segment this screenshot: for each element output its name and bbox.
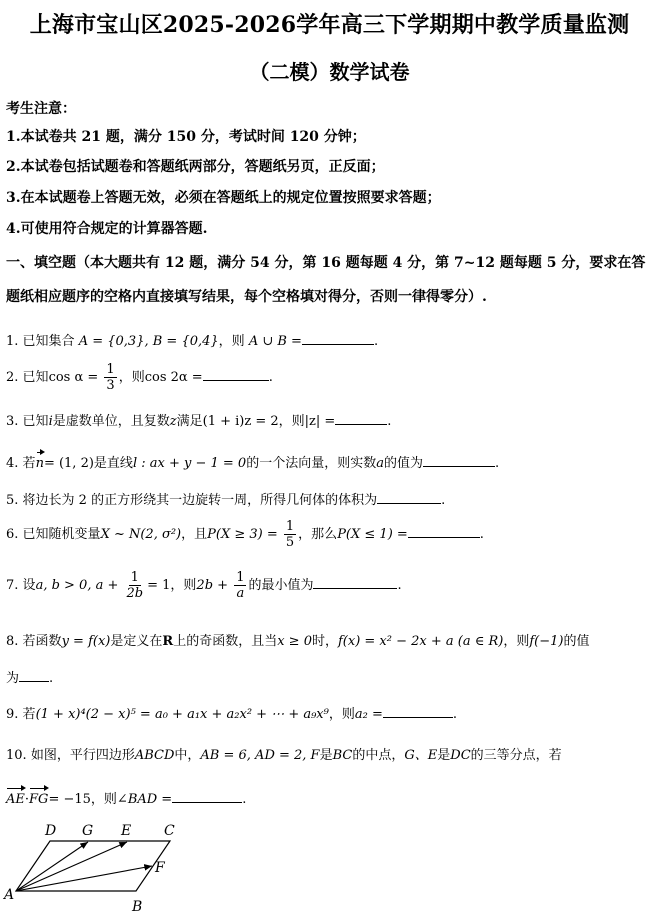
q10-text-a: 如图，平行四边形 [30,748,135,763]
q3-math-eq: (1 + i)z = 2 [202,414,279,429]
q10-text-c: 是 [319,748,333,763]
q4-math-a: a [376,456,384,471]
q10-vector-ae: AE [6,792,25,807]
q3-math-z: z [169,414,177,429]
label-c: C [164,823,175,839]
q6-text-c: ，那么 [298,527,338,542]
q6-fraction [284,519,296,550]
q10-math-d: G、E [404,748,438,763]
q1-text-b: ，则 [218,334,245,349]
q8-text-e: ，则 [503,634,530,649]
q7-text-a: 设 [22,578,36,593]
q8-end: . [49,671,54,686]
label-f: F [155,860,165,876]
q6-math-x: X ~ N(2, σ²) [100,527,182,542]
answer-blank [19,671,49,682]
q8-num: 8. [6,634,19,649]
answer-blank [313,578,397,589]
q8-math-b: x ≥ 0 [277,634,312,649]
q10-num: 10. [6,748,27,763]
q10-math-a: ABCD [134,748,175,763]
q4-text-d: 的值为 [383,456,423,471]
q8-math-d: f(−1) [529,634,564,649]
q7-math-c: 2b + [196,578,229,593]
q7-math-a: a, b > 0, a + [35,578,119,593]
q2-text-b: ，则 [118,370,145,385]
frac-den: 2b [126,586,144,601]
q4-math-eq: = (1, 2) [43,456,94,471]
answer-blank [203,370,269,381]
answer-blank [335,414,387,425]
q7-num: 7. [6,578,19,593]
answer-blank [377,493,441,504]
q5-num: 5. [6,493,19,508]
q5-end: . [441,493,446,508]
q4-end: . [494,456,500,471]
q2-text-a: 已知 [22,370,49,385]
q8-math-c: f(x) = x² − 2x + a (a ∈ R) [337,634,504,649]
label-a: A [4,887,15,903]
q7-fraction-2 [234,570,246,601]
q10-math-b: AB = 6, AD = 2, F [200,748,320,763]
vector-ag [16,842,88,891]
q10-end: . [242,792,247,807]
q3-math-abs: |z| = [304,414,336,429]
q10-text-f: 的三等分点，若 [470,748,562,763]
q6-text-b: ，且 [181,527,208,542]
label-b: B [132,899,143,915]
parallelogram-outline [16,841,170,891]
exam-title-line1: 上海市宝山区2025-2026学年高三下学期期中教学质量监测 [29,12,630,38]
question-4 [6,452,499,471]
q6-num: 6. [6,527,19,542]
q9-num: 9. [6,707,19,722]
q3-end: . [387,414,392,429]
q4-math-l: l : ax + y − 1 = 0 [132,456,247,471]
q7-text-b: ，则 [170,578,197,593]
q8-text-f: 的值 [563,634,590,649]
q6-math-p: P(X ≥ 3) = [207,527,278,542]
answer-blank [172,792,242,803]
question-2 [6,362,273,393]
note-item: 1.本试卷共 21 题，满分 150 分，考试时间 120 分钟； [6,129,366,145]
q10-text-b: 中， [174,748,201,763]
q10-text-g: ，则 [90,792,117,807]
q8-text-a: 若函数 [22,634,62,649]
q2-fraction [104,362,116,393]
q8-cont: 为 [6,671,20,686]
question-1 [6,330,378,349]
q4-text-b: 是直线 [93,456,133,471]
q7-math-b: = 1 [147,578,171,593]
question-3 [6,410,391,429]
q9-math-b: a₂ = [354,707,383,722]
q2-num: 2. [6,370,19,385]
q1-text-a: 已知集合 [22,334,75,349]
q10-text-e: 是 [437,748,451,763]
question-6 [6,519,484,550]
q8-math-a: y = f(x) [61,634,111,649]
question-5 [6,489,445,508]
q8-math-R: R [162,634,174,649]
question-7 [6,570,402,601]
q3-num: 3. [6,414,19,429]
q3-text-d: ，则 [278,414,305,429]
label-g: G [82,823,94,839]
q10-vector-fg: FG [29,792,49,807]
answer-blank [302,334,374,345]
question-10-continued [6,788,246,807]
q1-end: . [373,334,379,349]
q10-text-d: 的中点， [352,748,405,763]
q9-text-b: ，则 [328,707,355,722]
notes-heading: 考生注意： [6,101,76,117]
question-8-continued [6,667,53,686]
q4-text-a: 若 [22,456,36,471]
frac-num: 1 [106,362,115,377]
q6-math-q: P(X ≤ 1) = [337,527,408,542]
q10-math-e: DC [450,748,471,763]
note-item: 2.本试卷包括试题卷和答题纸两部分，答题纸另页，正反面； [6,159,385,175]
frac-den: 5 [285,535,295,550]
q8-text-b: 是定义在 [110,634,163,649]
label-d: D [45,823,57,839]
question-10 [6,744,562,763]
q9-end: . [452,707,457,722]
frac-den: 3 [106,378,115,393]
q7-text-c: 的最小值为 [248,578,314,593]
q3-text-b: 是虚数单位，且复数 [52,414,170,429]
q7-fraction-1 [125,570,146,601]
q4-num: 4. [6,456,19,471]
q3-text-c: 满足 [176,414,203,429]
note-item: 4.可使用符合规定的计算器答题. [6,221,208,237]
answer-blank [423,456,495,467]
q2-math-a: cos α = [48,370,99,385]
q8-text-d: 时， [311,634,338,649]
q6-end: . [479,527,484,542]
parallelogram-figure [0,815,200,917]
note-item: 3.在本试题卷上答题无效，必须在答题纸上的规定位置按照要求答题； [6,190,441,206]
q4-vector-n: n [35,456,44,471]
q1-math2: A ∪ B = [248,334,302,349]
q10-dot: · [24,792,30,807]
q10-math-g: ∠BAD = [116,792,173,807]
section-heading: 一、填空题（本大题共有 12 题，满分 54 分，第 16 题每题 4 分，第 7~12 题每题 5 分，要求在答题纸相应题序的空格内直接填写结果，每个空格填对得分，否则一律得零分）. [6,255,646,305]
question-9 [6,703,457,722]
q9-math-a: (1 + x)⁴(2 − x)⁵ = a₀ + a₁x + a₂x² + ⋯ + a₉x⁹ [35,707,329,722]
frac-num: 1 [236,570,245,585]
q1-num: 1. [6,334,19,349]
q7-end: . [397,578,402,593]
q3-math-i: i [48,414,53,429]
q10-math-c: BC [332,748,353,763]
q6-text-a: 已知随机变量 [22,527,101,542]
question-8 [6,630,590,649]
q5-text: 将边长为 2 的正方形绕其一边旋转一周，所得几何体的体积为 [22,493,378,508]
answer-blank [408,527,480,538]
q2-end: . [268,370,273,385]
q2-math-b: cos 2α = [144,370,203,385]
q1-math: A = {0,3}, B = {0,4} [78,334,219,349]
vector-af [16,866,152,891]
q4-text-c: 的一个法向量，则实数 [246,456,377,471]
frac-den: a [236,586,245,601]
answer-blank [383,707,453,718]
q9-text-a: 若 [22,707,36,722]
frac-num: 1 [285,519,295,534]
exam-title-line2: （二模）数学试卷 [249,60,410,84]
q8-text-c: 上的奇函数，且当 [173,634,278,649]
frac-num: 1 [130,570,139,585]
q3-text-a: 已知 [22,414,49,429]
label-e: E [121,823,132,839]
q10-math-f: = −15 [48,792,91,807]
